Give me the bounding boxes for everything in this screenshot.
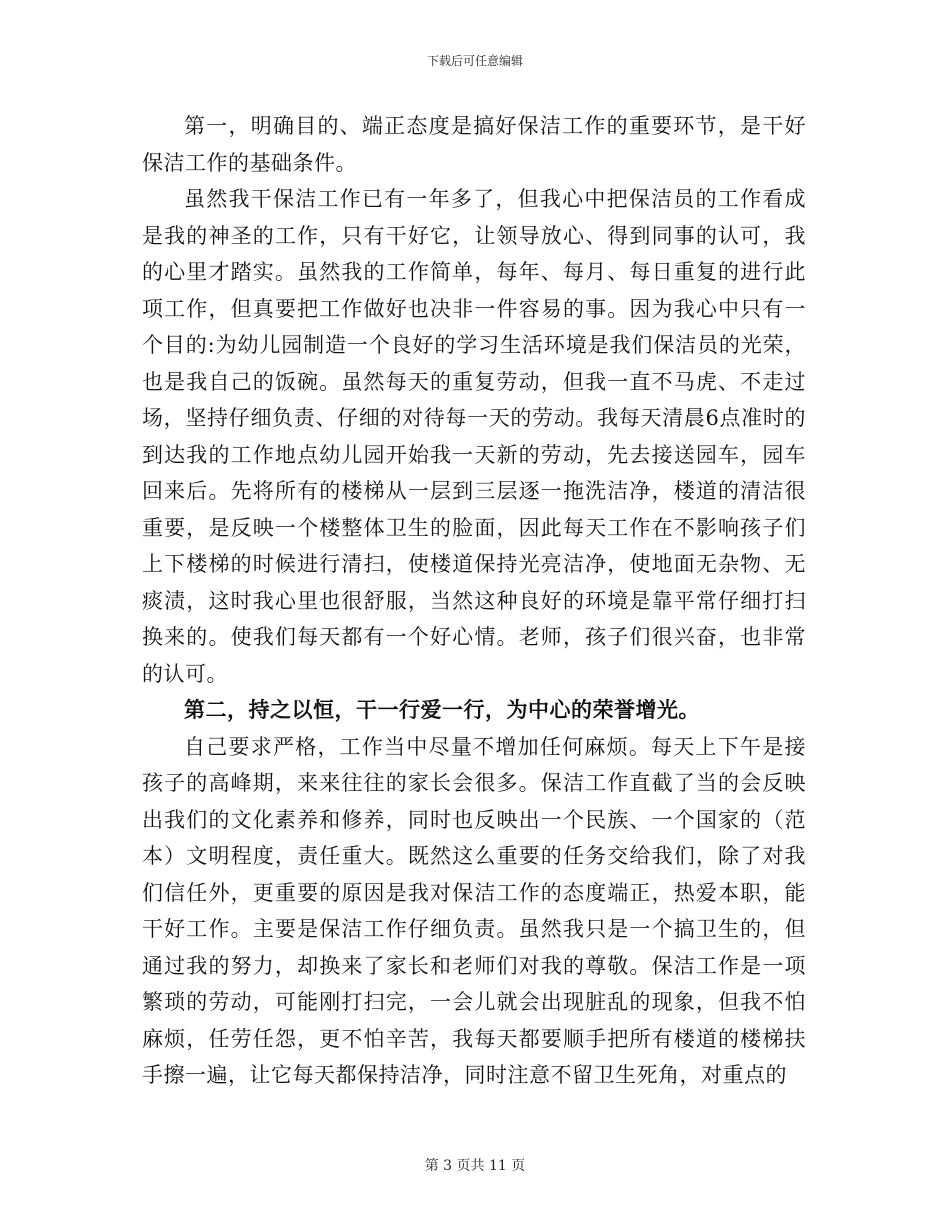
paragraph-1: 第一，明确目的、端正态度是搞好保洁工作的重要环节，是干好保洁工作的基础条件。	[142, 114, 806, 175]
page-number-footer: 第 3 页共 11 页	[424, 1158, 526, 1174]
paragraph-3: 自己要求严格，工作当中尽量不增加任何麻烦。每天上下午是接孩子的高峰期，来来往往的家长会很多。保洁工作直截了当的会反映出我们的文化素养和修养，同时也反映出一个民族、一个国家的（范本）文明程度，责任重大。既然这么重要的任务交给我们，除了对我们信任外，更重要的原因是我对保洁工作的态度端正，热爱本职，能干好工作。主要是保洁工作仔细负责。虽然我只是一个搞卫生的，但通过我的努力，却换来了家长和老师们对我的尊敬。保洁工作是一项繁琐的劳动，可能刚打扫完，一会儿就会出现脏乱的现象，但我不怕麻烦，任劳任怨，更不怕辛苦，我每天都要顺手把所有楼道的楼梯扶手擦一遍，让它每天都保持洁净，同时注意不留卫生死角，对重点的	[142, 734, 806, 1087]
page-header: 下载后可任意编辑	[426, 54, 523, 68]
section-heading: 第二，持之以恒，干一行爱一行，为中心的荣誉增光。	[184, 697, 700, 722]
paragraph-2: 虽然我干保洁工作已有一年多了，但我心中把保洁员的工作看成是我的神圣的工作，只有干好它，让领导放心、得到同事的认可，我的心里才踏实。虽然我的工作简单，每年、每月、每日重复的进行此项工作，但真要把工作做好也决非一件容易的事。因为我心中只有一个目的:为幼儿园制造一个良好的学习生活环境是我们保洁员的光荣，也是我自己的饭碗。虽然每天的重复劳动，但我一直不马虎、不走过场，坚持仔细负责、仔细的对待每一天的劳动。我每天清晨6点准时的到达我的工作地点幼儿园开始我一天新的劳动，先去接送园车，园车回来后。先将所有的楼梯从一层到三层逐一拖洗洁净，楼道的清洁很重要，是反映一个楼整体卫生的脸面，因此每天工作在不影响孩子们上下楼梯的时候进行清扫，使楼道保持光亮洁净，使地面无杂物、无痰渍，这时我心里也很舒服，当然这种良好的环境是靠平常仔细打扫换来的。使我们每天都有一个好心情。老师，孩子们很兴奋，也非常的认可。	[142, 187, 806, 686]
document-body	[142, 108, 806, 1094]
